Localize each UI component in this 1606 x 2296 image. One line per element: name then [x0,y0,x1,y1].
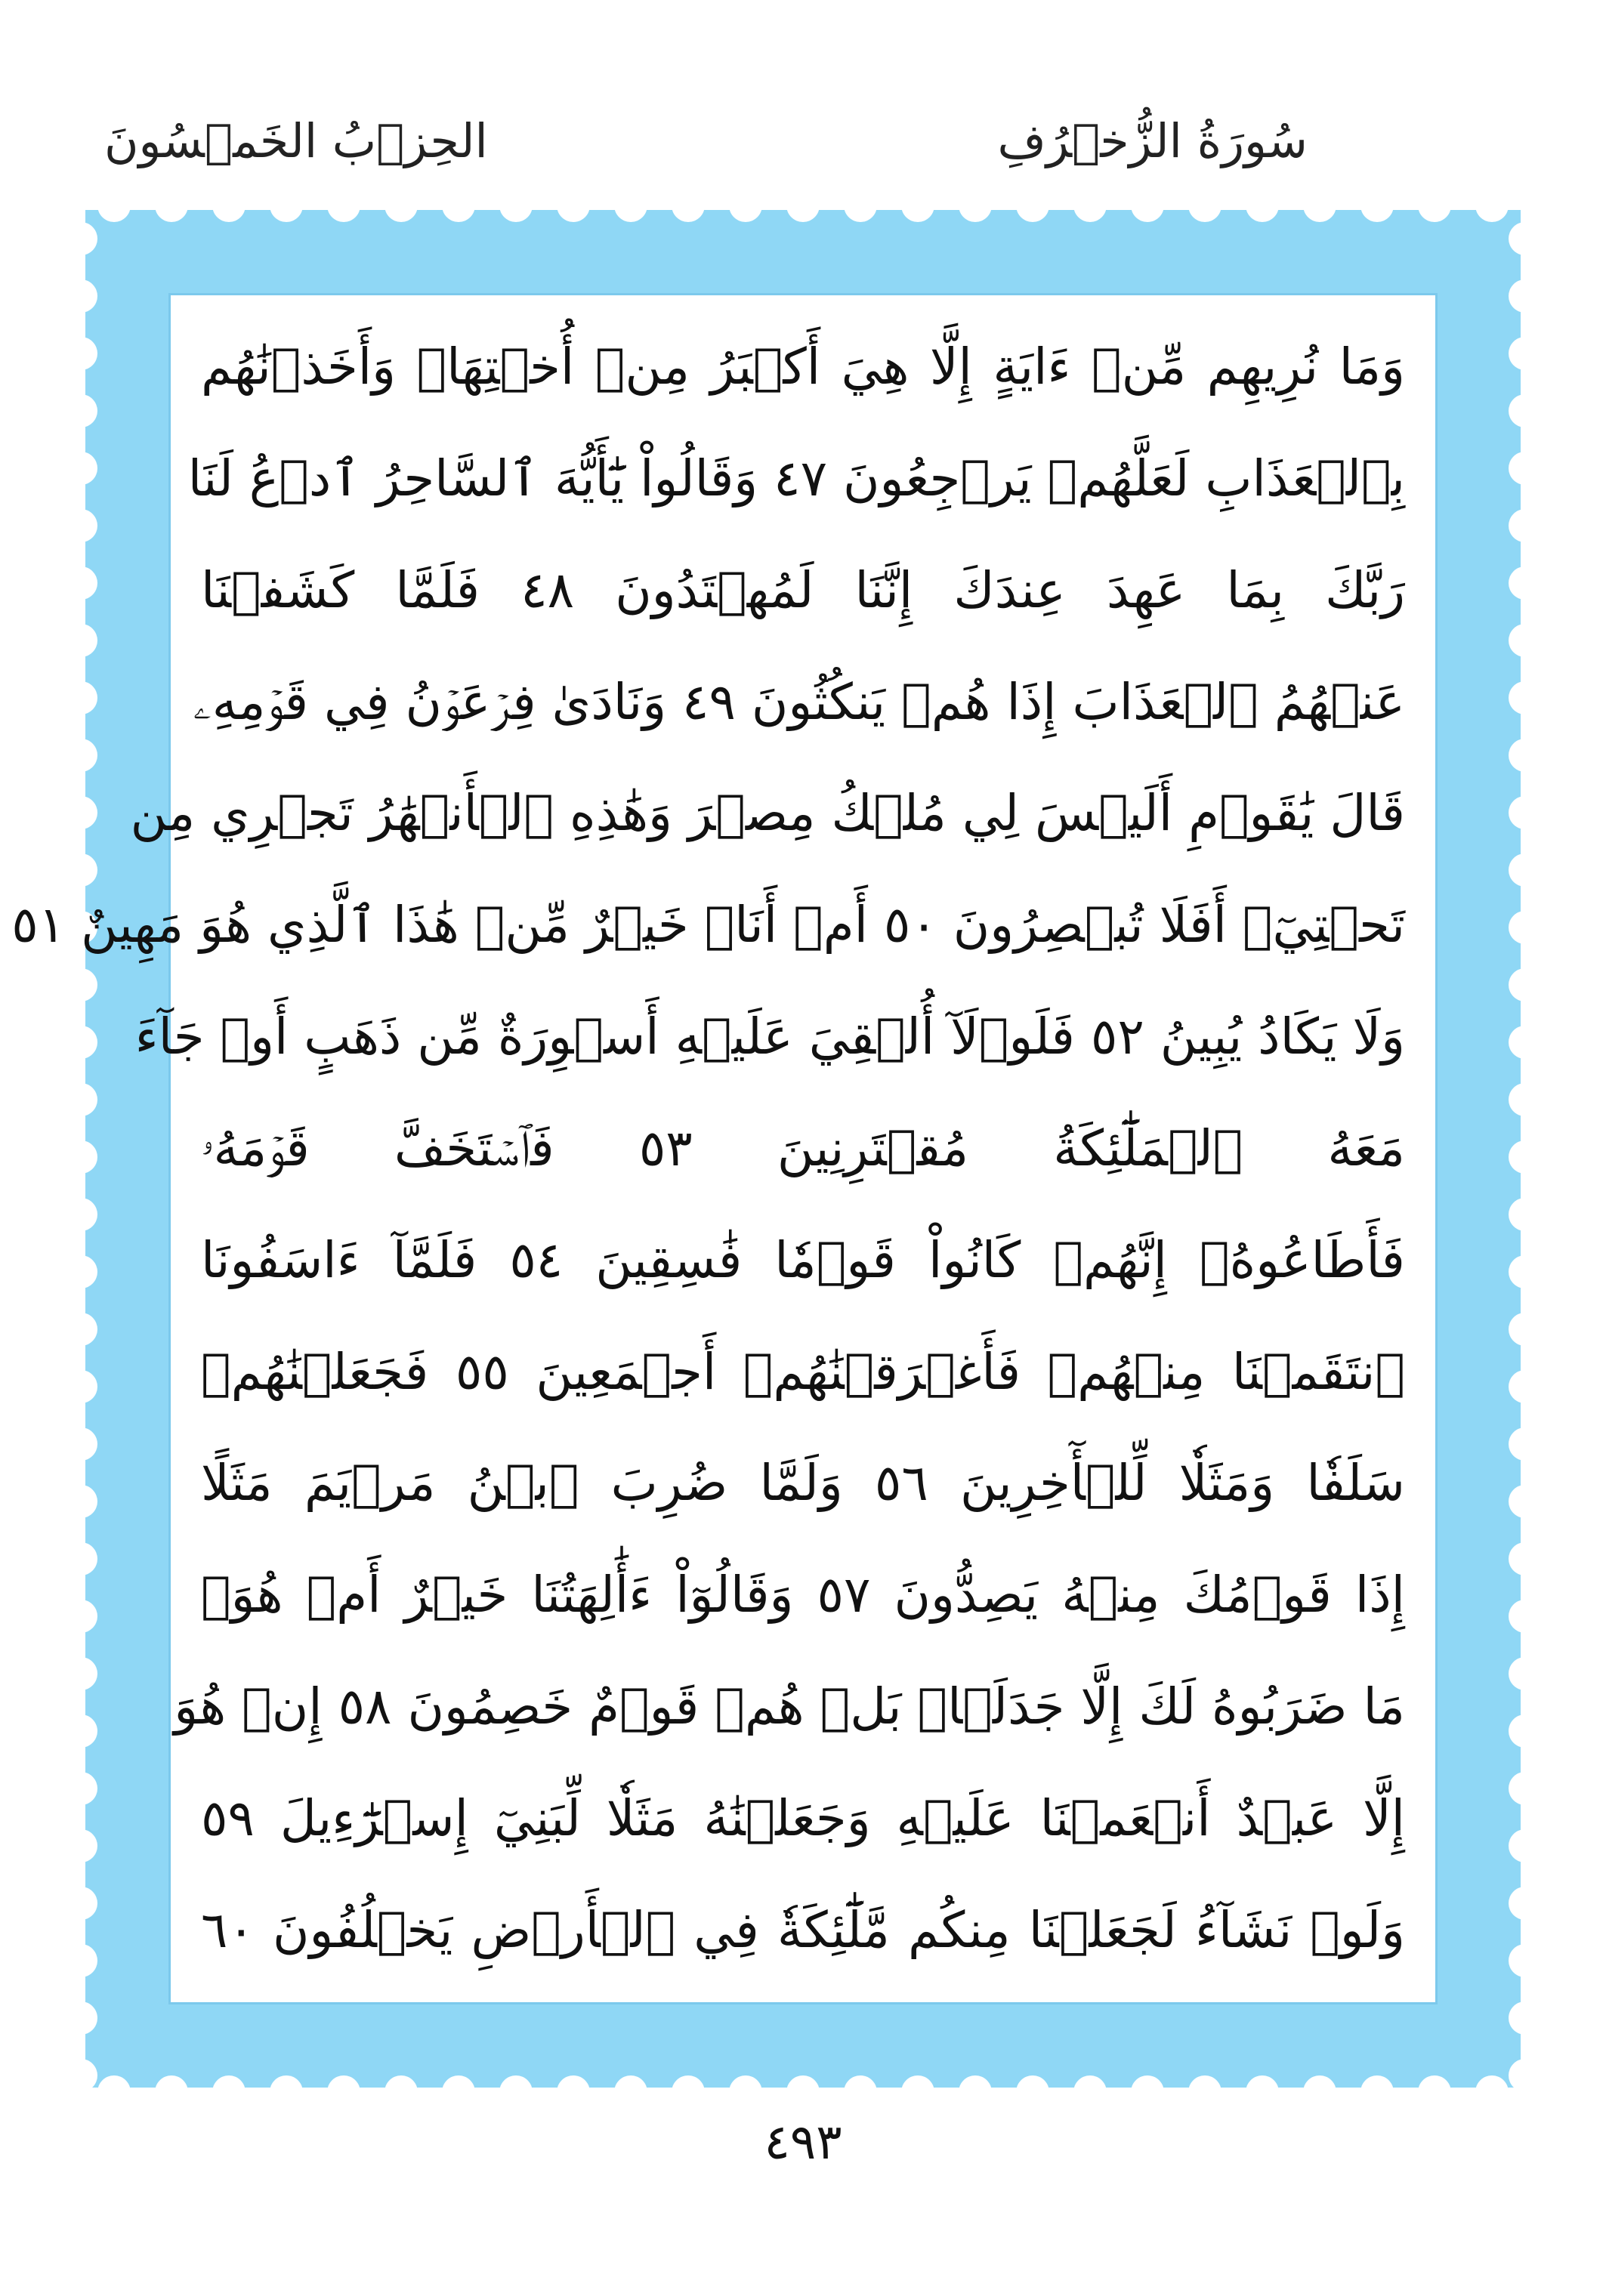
frame-notch [1246,2075,1279,2109]
frame-notch [155,189,188,222]
frame-notch [1188,189,1221,222]
frame-notch [1509,968,1542,1001]
frame-notch [844,189,877,222]
frame-notch [64,337,97,370]
frame-notch [64,2001,97,2035]
frame-notch [844,2075,877,2109]
frame-notch [672,2075,705,2109]
frame-notch [64,1944,97,1977]
frame-notch [385,2075,418,2109]
frame-notch [1509,911,1542,944]
frame-notch [1509,1714,1542,1748]
frame-notch [1509,566,1542,600]
frame-notch [1303,2075,1336,2109]
frame-notch [1509,1198,1542,1231]
frame-notch [270,189,303,222]
frame-notch [1073,189,1107,222]
frame-notch [64,796,97,829]
frame-notch [64,452,97,485]
frame-notch [64,1657,97,1690]
decorative-frame [11,210,1521,2088]
frame-notch [1509,1370,1542,1403]
frame-notch [1418,2075,1451,2109]
frame-notch [1131,189,1164,222]
verse-line: تَحۡتِيٓۚ أَفَلَا تُبۡصِرُونَ ٥٠ أَمۡ أَنَا۠ خَيۡرٌ مِّنۡ هَٰذَا ٱلَّذِي هُوَ مَهِينٌ ٥١ [11,896,1405,955]
frame-notch [1360,2075,1394,2109]
verse-line: وَلَوۡ نَشَآءُ لَجَعَلۡنَا مِنكُم مَّلَٰٓئِكَةٗ فِي ٱلۡأَرۡضِ يَخۡلُفُونَ ٦٠ [201,1900,1405,1959]
verse-line: مَا ضَرَبُوهُ لَكَ إِلَّا جَدَلَۢاۚ بَلۡ هُمۡ قَوۡمٌ خَصِمُونَ ٥٨ إِنۡ هُوَ [174,1677,1405,1736]
hizb-label: الحِزۡبُ الخَمۡسُونَ [104,113,488,168]
frame-notch [1509,681,1542,714]
frame-notch [1016,2075,1049,2109]
frame-notch [1509,452,1542,485]
frame-notch [901,189,934,222]
frame-notch [97,189,131,222]
frame-notch [959,189,992,222]
frame-notch [1509,1887,1542,1920]
frame-notch [212,189,246,222]
frame-notch [1509,739,1542,772]
frame-notch [64,1083,97,1116]
verse-line: وَمَا نُرِيهِم مِّنۡ ءَايَةٍ إِلَّا هِيَ أَكۡبَرُ مِنۡ أُخۡتِهَاۖ وَأَخَذۡنَٰهُم [201,338,1405,396]
frame-notch [1509,1427,1542,1461]
frame-notch [64,394,97,427]
frame-notch [212,2075,246,2109]
frame-notch [499,189,533,222]
frame-notch [1509,337,1542,370]
frame-notch [1073,2075,1107,2109]
verse-line: بِٱلۡعَذَابِ لَعَلَّهُمۡ يَرۡجِعُونَ ٤٧ وَقَالُواْ يَٰٓأَيُّهَ ٱلسَّاحِرُ ٱدۡعُ لَنَا [187,449,1405,508]
frame-notch [614,189,647,222]
frame-notch [901,2075,934,2109]
frame-notch [442,2075,475,2109]
frame-notch [1509,1313,1542,1346]
frame-notch [64,222,97,255]
frame-notch [64,1772,97,1805]
frame-notch [1246,189,1279,222]
frame-notch [64,1140,97,1174]
frame-notch [1509,1944,1542,1977]
frame-notch [385,189,418,222]
frame-notch [1509,1829,1542,1862]
frame-notch [672,189,705,222]
frame-notch [64,1255,97,1288]
text-panel [11,293,1438,2004]
frame-notch [1475,2075,1509,2109]
frame-notch [1509,394,1542,427]
frame-notch [1509,2059,1542,2092]
page-header [0,98,1606,181]
verse-line: رَبَّكَ بِمَا عَهِدَ عِندَكَ إِنَّنَا لَمُهۡتَدُونَ ٤٨ فَلَمَّا كَشَفۡنَا [201,560,1405,619]
verse-line: فَأَطَاعُوهُۚ إِنَّهُمۡ كَانُواْ قَوۡمٗا فَٰسِقِينَ ٥٤ فَلَمَّآ ءَاسَفُونَا [201,1230,1405,1289]
frame-notch [557,189,590,222]
frame-notch [64,681,97,714]
frame-notch [442,189,475,222]
frame-notch [270,2075,303,2109]
surah-name: سُورَةُ الزُّخۡرُفِ [997,113,1308,168]
frame-notch [64,279,97,313]
frame-notch [786,189,820,222]
frame-notch [1509,2001,1542,2035]
frame-notch [64,968,97,1001]
frame-notch [327,189,360,222]
frame-notch [64,1026,97,1059]
frame-notch [64,853,97,887]
verse-line: قَالَ يَٰقَوۡمِ أَلَيۡسَ لِي مُلۡكُ مِصۡرَ وَهَٰذِهِ ٱلۡأَنۡهَٰرُ تَجۡرِي مِن [130,784,1405,843]
frame-notch [64,509,97,542]
frame-notch [499,2075,533,2109]
verse-line: عَنۡهُمُ ٱلۡعَذَابَ إِذَا هُمۡ يَنكُثُونَ ٤٩ وَنَادَىٰ فِرۡعَوۡنُ فِي قَوۡمِهِۦ [193,672,1405,731]
frame-notch [1509,1772,1542,1805]
frame-notch [1418,189,1451,222]
verse-lines [11,326,1405,1972]
frame-notch [1509,1657,1542,1690]
frame-notch [1509,1083,1542,1116]
frame-notch [1509,1255,1542,1288]
verse-line: وَلَا يَكَادُ يُبِينُ ٥٢ فَلَوۡلَآ أُلۡقِيَ عَلَيۡهِ أَسۡوِرَةٌ مِّن ذَهَبٍ أَوۡ جَآءَ [134,1008,1405,1066]
frame-notch [155,2075,188,2109]
frame-notch [786,2075,820,2109]
frame-notch [64,1198,97,1231]
frame-notch [1509,1542,1542,1575]
verse-line: ٱنتَقَمۡنَا مِنۡهُمۡ فَأَغۡرَقۡنَٰهُمۡ أَجۡمَعِينَ ٥٥ فَجَعَلۡنَٰهُمۡ [201,1342,1405,1401]
frame-notch [959,2075,992,2109]
frame-notch [1475,189,1509,222]
frame-notch [64,1714,97,1748]
frame-notch [64,1829,97,1862]
frame-notch [1188,2075,1221,2109]
frame-notch [1509,624,1542,657]
frame-notch [64,566,97,600]
verse-line: سَلَفٗا وَمَثَلٗا لِّلۡأٓخِرِينَ ٥٦ وَلَمَّا ضُرِبَ ٱبۡنُ مَرۡيَمَ مَثَلًا [201,1454,1405,1513]
frame-notch [1303,189,1336,222]
frame-notch [64,1313,97,1346]
frame-notch [1509,1600,1542,1633]
frame-notch [64,1370,97,1403]
frame-notch [1509,1140,1542,1174]
frame-notch [1509,853,1542,887]
frame-notch [729,189,762,222]
frame-notch [1509,1026,1542,1059]
frame-notch [64,1542,97,1575]
frame-notch [1360,189,1394,222]
frame-notch [1509,796,1542,829]
frame-notch [64,1600,97,1633]
verse-line: إِلَّا عَبۡدٌ أَنۡعَمۡنَا عَلَيۡهِ وَجَعَلۡنَٰهُ مَثَلٗا لِّبَنِيٓ إِسۡرَٰٓءِيلَ ٥٩ [201,1788,1405,1847]
page-number: ٤٩٣ [764,2115,842,2171]
frame-notch [557,2075,590,2109]
frame-notch [1131,2075,1164,2109]
frame-notch [64,1485,97,1518]
frame-notch [64,1887,97,1920]
frame-notch [1509,509,1542,542]
verse-line: إِذَا قَوۡمُكَ مِنۡهُ يَصِدُّونَ ٥٧ وَقَالُوٓاْ ءَأَٰلِهَتُنَا خَيۡرٌ أَمۡ هُوَۚ [201,1566,1405,1625]
frame-notch [327,2075,360,2109]
frame-notch [97,2075,131,2109]
frame-notch [64,624,97,657]
frame-notch [729,2075,762,2109]
frame-notch [64,1427,97,1461]
frame-notch [1509,279,1542,313]
frame-notch [64,739,97,772]
frame-notch [1509,222,1542,255]
frame-notch [1509,1485,1542,1518]
verse-line: مَعَهُ ٱلۡمَلَٰٓئِكَةُ مُقۡتَرِنِينَ ٥٣ فَٱسۡتَخَفَّ قَوۡمَهُۥ [201,1119,1405,1177]
frame-notch [614,2075,647,2109]
frame-notch [1016,189,1049,222]
frame-notch [64,2059,97,2092]
